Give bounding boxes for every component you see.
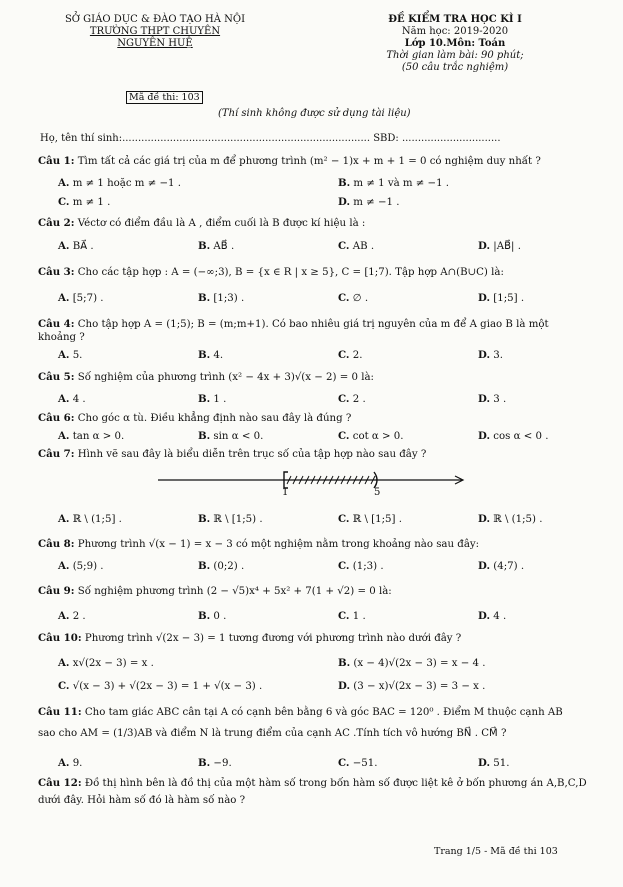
question-3: Câu 3: Cho các tập hợp : A = (−∞;3), B = {x ∈ R | x ≥ 5}, C = [1;7). Tập hợp A∩(B∪C) là: (38, 266, 504, 278)
q6-option-d[interactable]: D. cos α < 0 . (478, 430, 549, 442)
q11-option-b[interactable]: B. −9. (198, 757, 232, 769)
question-10: Câu 10: Phương trình √(2x − 3) = 1 tương đương với phương trình nào dưới đây ? (38, 632, 462, 644)
q8-option-d[interactable]: D. (4;7) . (478, 560, 525, 572)
question-11-cont: sao cho AM = (1/3)AB và điểm N là trung điểm của cạnh AC .Tính tích vô hướng BN⃗ . CM⃗ ? (38, 728, 507, 739)
q5-option-d[interactable]: D. 3 . (478, 393, 507, 405)
q11-option-c[interactable]: C. −51. (338, 757, 378, 769)
q9-option-a[interactable]: A. 2 . (58, 610, 86, 622)
q9-option-d[interactable]: D. 4 . (478, 610, 507, 622)
q3-option-c[interactable]: C. ∅ . (338, 292, 369, 304)
question-6: Câu 6: Cho góc α tù. Điều khẳng định nào sau đây là đúng ? (38, 412, 352, 424)
q8-option-c[interactable]: C. (1;3) . (338, 560, 384, 572)
q1-option-b[interactable]: B. m ≠ 1 và m ≠ −1 . (338, 177, 450, 189)
q3-option-b[interactable]: B. [1;3) . (198, 292, 245, 304)
subject: Lớp 10.Môn: Toán (404, 38, 506, 49)
header-right (350, 14, 560, 74)
q10-option-c[interactable]: C. √(x − 3) + √(2x − 3) = 1 + √(x − 3) . (58, 680, 263, 692)
q6-option-b[interactable]: B. sin α < 0. (198, 430, 264, 442)
ministry-name: SỞ GIÁO DỤC & ĐÀO TẠO HÀ NỘI (64, 14, 246, 25)
school-name-2: NGUYỄN HUỆ (117, 38, 193, 49)
q5-option-a[interactable]: A. 4 . (58, 393, 86, 405)
q10-option-a[interactable]: A. x√(2x − 3) = x . (58, 657, 154, 669)
q7-option-b[interactable]: B. ℝ \ [1;5) . (198, 513, 263, 525)
exam-note: (Thí sinh không được sử dụng tài liệu) (218, 108, 411, 119)
q8-option-a[interactable]: A. (5;9) . (58, 560, 104, 572)
q5-option-b[interactable]: B. 1 . (198, 393, 227, 405)
candidate-info-line: Họ, tên thí sinh:.............................................................................. SBD: ............................... (40, 133, 501, 144)
q2-option-b[interactable]: B. AB⃗ . (198, 240, 235, 252)
q2-option-c[interactable]: C. AB . (338, 240, 375, 252)
q4-option-a[interactable]: A. 5. (58, 349, 83, 361)
q11-option-a[interactable]: A. 9. (58, 757, 83, 769)
exam-time: Thời gian làm bài: 90 phút; (386, 50, 524, 61)
question-1: Câu 1: Tìm tất cả các giá trị của m để phương trình (m² − 1)x + m + 1 = 0 có nghiệm duy nhất ? (38, 155, 541, 167)
school-name: TRƯỜNG THPT CHUYÊN (89, 26, 221, 37)
question-count: (50 câu trắc nghiệm) (401, 62, 509, 73)
q5-option-c[interactable]: C. 2 . (338, 393, 366, 405)
q10-option-d[interactable]: D. (3 − x)√(2x − 3) = 3 − x . (338, 680, 486, 692)
q2-option-d[interactable]: D. |AB⃗| . (478, 240, 521, 252)
q1-option-a[interactable]: A. m ≠ 1 hoặc m ≠ −1 . (58, 177, 181, 189)
exam-code: Mã đề thi: 103 (126, 91, 203, 104)
question-12: Câu 12: Đồ thị hình bên là đồ thị của một hàm số trong bốn hàm số được liệt kê ở bốn phương án A,B,C,D (38, 777, 587, 789)
q4-option-d[interactable]: D. 3. (478, 349, 504, 361)
number-line-label-1: 1 (282, 487, 289, 498)
question-4: Câu 4: Cho tập hợp A = (1;5); B = (m;m+1). Có bao nhiêu giá trị nguyên của m để A giao B là một (38, 318, 549, 330)
school-year: Năm học: 2019-2020 (401, 26, 509, 37)
number-line-label-5: 5 (374, 487, 381, 498)
header-left (55, 14, 255, 50)
q4-option-c[interactable]: C. 2. (338, 349, 363, 361)
q9-option-b[interactable]: B. 0 . (198, 610, 227, 622)
q4-option-b[interactable]: B. 4. (198, 349, 224, 361)
question-8: Câu 8: Phương trình √(x − 1) = x − 3 có một nghiệm nằm trong khoảng nào sau đây: (38, 538, 480, 550)
page-footer: Trang 1/5 - Mã đề thi 103 (434, 846, 558, 857)
question-5: Câu 5: Số nghiệm của phương trình (x² − 4x + 3)√(x − 2) = 0 là: (38, 371, 374, 383)
q11-option-d[interactable]: D. 51. (478, 757, 510, 769)
question-9: Câu 9: Số nghiệm phương trình (2 − √5)x⁴ + 5x² + 7(1 + √2) = 0 là: (38, 585, 392, 597)
q7-option-d[interactable]: D. ℝ \ (1;5) . (478, 513, 543, 525)
question-11: Câu 11: Cho tam giác ABC cân tại A có cạnh bên bằng 6 và góc BAC = 120⁰ . Điểm M thuộc cạnh AB (38, 706, 563, 718)
q6-option-c[interactable]: C. cot α > 0. (338, 430, 404, 442)
q3-option-d[interactable]: D. [1;5] . (478, 292, 525, 304)
q1-option-c[interactable]: C. m ≠ 1 . (58, 196, 111, 208)
q7-option-c[interactable]: C. ℝ \ [1;5] . (338, 513, 402, 525)
question-12-cont: dưới đây. Hỏi hàm số đó là hàm số nào ? (38, 795, 246, 806)
q3-option-a[interactable]: A. [5;7) . (58, 292, 104, 304)
question-4-cont: khoảng ? (38, 332, 85, 343)
question-2: Câu 2: Véctơ có điểm đầu là A , điểm cuối là B được kí hiệu là : (38, 217, 366, 229)
q6-option-a[interactable]: A. tan α > 0. (58, 430, 125, 442)
q7-option-a[interactable]: A. ℝ \ (1;5] . (58, 513, 122, 525)
exam-title: ĐỀ KIỂM TRA HỌC KÌ I (388, 14, 522, 25)
q2-option-a[interactable]: A. BA⃗ . (58, 240, 94, 252)
q9-option-c[interactable]: C. 1 . (338, 610, 366, 622)
number-line-figure (150, 468, 470, 504)
question-7: Câu 7: Hình vẽ sau đây là biểu diễn trên trục số của tập hợp nào sau đây ? (38, 448, 427, 460)
q8-option-b[interactable]: B. (0;2) . (198, 560, 245, 572)
q1-option-d[interactable]: D. m ≠ −1 . (338, 196, 400, 208)
q10-option-b[interactable]: B. (x − 4)√(2x − 3) = x − 4 . (338, 657, 486, 669)
